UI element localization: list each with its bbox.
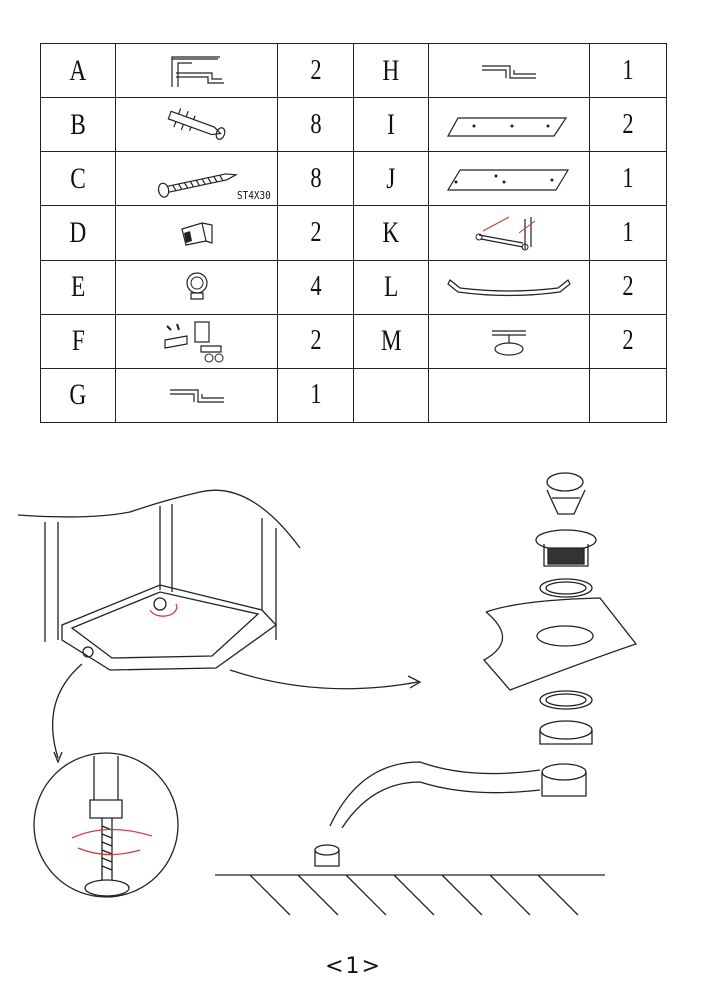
part-letter: L bbox=[354, 260, 429, 314]
table-row bbox=[41, 260, 667, 314]
tray-section bbox=[484, 598, 636, 690]
wall-outline bbox=[18, 490, 300, 548]
page-number: <1> bbox=[325, 954, 382, 979]
table-row bbox=[41, 314, 667, 368]
part-qty: 8 bbox=[278, 152, 354, 206]
part-letter: H bbox=[354, 44, 429, 98]
part-letter: B bbox=[41, 98, 116, 152]
part-qty: 2 bbox=[278, 206, 354, 260]
part-letter: I bbox=[354, 98, 429, 152]
part-letter: K bbox=[354, 206, 429, 260]
part-image-h bbox=[429, 44, 590, 98]
part-qty: 2 bbox=[590, 98, 667, 152]
part-letter: M bbox=[354, 314, 429, 368]
part-letter: J bbox=[354, 152, 429, 206]
part-image-i bbox=[429, 98, 590, 152]
installation-illustration bbox=[0, 430, 707, 950]
part-letter: F bbox=[41, 314, 116, 368]
part-qty: 8 bbox=[278, 98, 354, 152]
table-row bbox=[41, 206, 667, 260]
part-qty: 2 bbox=[278, 44, 354, 98]
wall-plug-icon bbox=[162, 105, 232, 145]
part-qty: 1 bbox=[590, 44, 667, 98]
knob-icon bbox=[177, 267, 217, 307]
part-qty: 2 bbox=[590, 314, 667, 368]
screw-spec: ST4X30 bbox=[237, 189, 271, 203]
part-image-j bbox=[429, 152, 590, 206]
screw-icon bbox=[152, 159, 242, 199]
table-row bbox=[41, 152, 667, 206]
empty-cell bbox=[590, 368, 667, 422]
t-profile-icon bbox=[162, 380, 232, 410]
part-qty: 2 bbox=[590, 260, 667, 314]
bracket-kit-icon bbox=[157, 318, 237, 364]
part-qty: 1 bbox=[590, 152, 667, 206]
table-row bbox=[41, 98, 667, 152]
profile-bracket-icon bbox=[162, 51, 232, 91]
part-letter: E bbox=[41, 260, 116, 314]
empty-cell bbox=[429, 368, 590, 422]
part-letter: A bbox=[41, 44, 116, 98]
part-letter: G bbox=[41, 368, 116, 422]
part-qty: 1 bbox=[590, 206, 667, 260]
zoom-detail bbox=[34, 753, 178, 897]
part-letter: C bbox=[41, 152, 116, 206]
t-profile-icon bbox=[474, 56, 544, 86]
part-image-m bbox=[429, 314, 590, 368]
waste-pipe bbox=[330, 762, 540, 828]
hinge-clip-icon bbox=[172, 215, 222, 251]
parts-list-table bbox=[40, 43, 667, 423]
part-image-c bbox=[116, 152, 278, 206]
part-qty: 4 bbox=[278, 260, 354, 314]
part-letter: D bbox=[41, 206, 116, 260]
part-qty: 1 bbox=[278, 368, 354, 422]
part-image-g bbox=[116, 368, 278, 422]
glass-panel-icon bbox=[444, 108, 574, 142]
table-row bbox=[41, 368, 667, 422]
part-image-f bbox=[116, 314, 278, 368]
part-image-b bbox=[116, 98, 278, 152]
curved-rail-icon bbox=[444, 272, 574, 302]
glass-panel-icon bbox=[444, 162, 574, 196]
part-image-k bbox=[429, 206, 590, 260]
table-row bbox=[41, 44, 667, 98]
part-image-d bbox=[116, 206, 278, 260]
part-image-e bbox=[116, 260, 278, 314]
part-image-l bbox=[429, 260, 590, 314]
door-assembly-icon bbox=[469, 211, 549, 255]
empty-cell bbox=[354, 368, 429, 422]
handle-icon bbox=[484, 321, 534, 361]
part-qty: 2 bbox=[278, 314, 354, 368]
part-image-a bbox=[116, 44, 278, 98]
